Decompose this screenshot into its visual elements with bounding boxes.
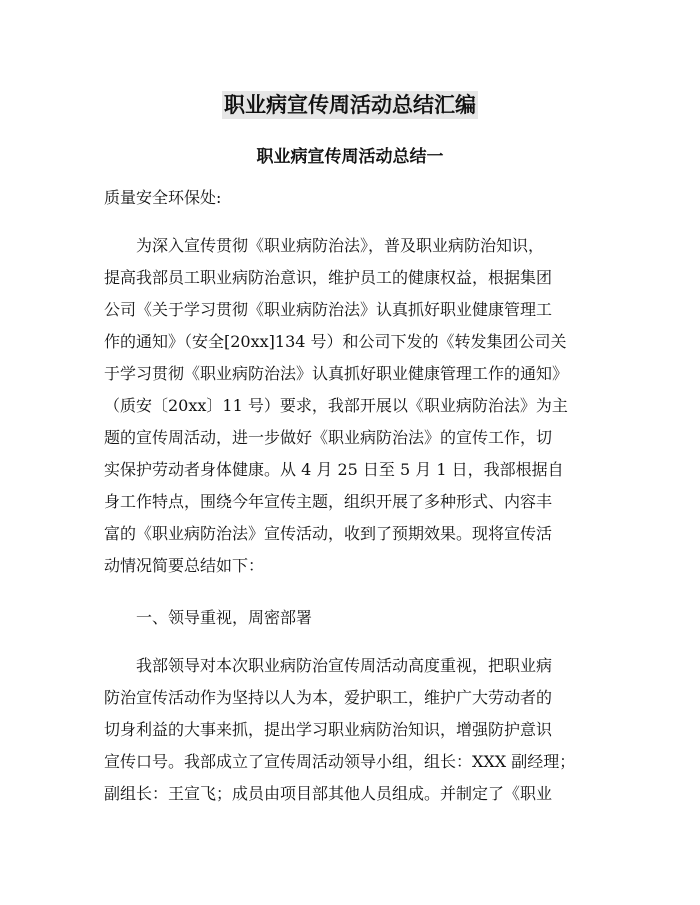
paragraph-line: 防治宣传活动作为坚持以人为本，爱护职工，维护广大劳动者的: [104, 688, 553, 707]
paragraph-line: 富的《职业病防治法》宣传活动，收到了预期效果。现将宣传活: [104, 524, 553, 543]
paragraph-line: 公司《关于学习贯彻《职业病防治法》认真抓好职业健康管理工: [104, 300, 553, 319]
paragraph-line: 身工作特点，围绕今年宣传主题，组织开展了多种形式、内容丰: [104, 492, 553, 511]
paragraph-line: 实保护劳动者身体健康。从 4 月 25 日至 5 月 1 日，我部根据自: [104, 460, 564, 479]
paragraph-line: 副组长：王宣飞；成员由项目部其他人员组成。并制定了《职业: [104, 784, 553, 803]
paragraph-line: 提高我部员工职业病防治意识，维护员工的健康权益，根据集团: [104, 268, 553, 287]
paragraph-line: 题的宣传周活动，进一步做好《职业病防治法》的宣传工作，切: [104, 428, 553, 447]
paragraph-line: 作的通知》（安全[20xx]134 号）和公司下发的《转发集团公司关: [104, 332, 567, 351]
paragraph-line: 我部领导对本次职业病防治宣传周活动高度重视，把职业病: [136, 656, 553, 675]
section-1-heading: [104, 602, 624, 634]
main-title: [0, 88, 700, 122]
paragraph-line: 为深入宣传贯彻《职业病防治法》，普及职业病防治知识，: [136, 236, 545, 255]
addressee-text: 质量安全环保处:: [104, 188, 222, 207]
section-heading-text: 一、领导重视，周密部署: [136, 608, 313, 627]
paragraph-2: [104, 650, 624, 810]
paragraph-line: 切身利益的大事来抓，提出学习职业病防治知识，增强防护意识: [104, 720, 553, 739]
paragraph-line: （质安〔20xx〕11 号）要求，我部开展以《职业病防治法》为主: [104, 396, 568, 415]
sub-title: 职业病宣传周活动总结一: [256, 147, 444, 167]
paragraph-line: 宣传口号。我部成立了宣传周活动领导小组，组长：XXX 副经理；: [104, 752, 576, 771]
paragraph-line: 动情况简要总结如下：: [104, 556, 265, 575]
paragraph-1: [104, 230, 624, 582]
main-title-text: 职业病宣传周活动总结汇编: [224, 93, 476, 117]
paragraph-line: 于学习贯彻《职业病防治法》认真抓好职业健康管理工作的通知》: [104, 364, 569, 383]
addressee: [104, 182, 624, 214]
